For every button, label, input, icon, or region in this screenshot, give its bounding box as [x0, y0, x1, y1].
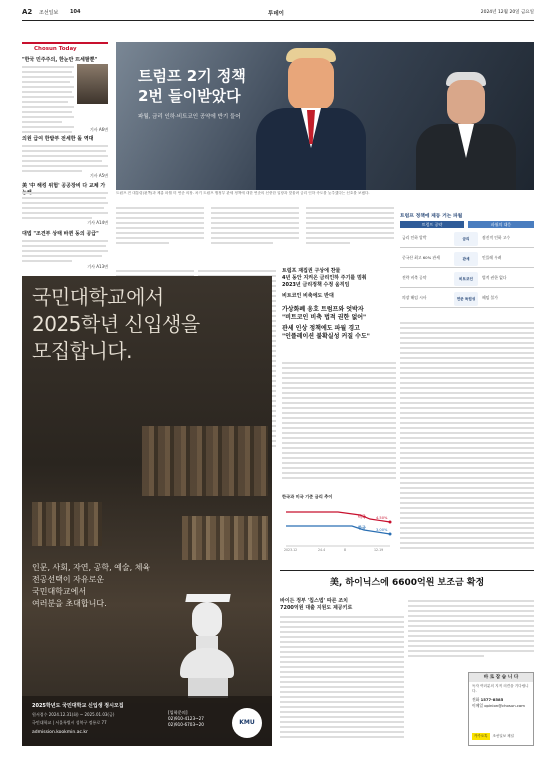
left-item-4-body	[22, 238, 108, 265]
left-column	[22, 42, 108, 270]
policy-table	[400, 212, 534, 314]
bottom-story-column	[280, 598, 404, 746]
policy-table-col2-head: 파월의 대응	[468, 221, 534, 228]
series-kr-label: 한국	[358, 525, 366, 530]
ad-bookshelf-upper	[142, 426, 268, 496]
kakaotalk-channel[interactable]: 조선일보 채널	[492, 733, 514, 738]
ad-footer-title: 2025학년도 국민대학교 신입생 정시모집	[32, 703, 124, 709]
policy-table-col1-head: 트럼프 공약	[400, 221, 464, 228]
policy-row-trump: 의장 해임 시사	[402, 295, 427, 300]
masthead-rule	[22, 20, 534, 21]
lead-body-head1: 가상화폐 옹호 트럼프와 엇박자	[282, 306, 364, 313]
corrections-body: 독자 여러분의 지적 의견을 기다립니다.	[472, 684, 529, 693]
ad-bust-statue	[172, 594, 242, 712]
chosun-today-title: Chosun Today	[34, 46, 77, 52]
lead-body-head3: 관세 인상 정책에도 파월 경고	[282, 325, 360, 332]
series-kr-end-point	[389, 533, 392, 536]
policy-row-powell: 점진적 인하 고수	[482, 235, 511, 240]
corrections-phone-label: 전화	[472, 697, 480, 702]
trump-figure	[256, 48, 366, 190]
lead-body-head4: "인플레이션 불확실성 커질 수도"	[282, 333, 370, 340]
bottom-story-column-right	[408, 598, 534, 666]
policy-row	[400, 250, 534, 268]
masthead	[22, 8, 534, 20]
edition-number: 104	[70, 9, 81, 15]
bottom-story-rule	[280, 570, 534, 571]
ad-logo: KMU	[232, 708, 262, 738]
ad-tagline3: 국민대학교에서	[32, 587, 87, 596]
left-item-2-title[interactable]: 의원 급여 한밭부 전세한 돌 역대	[22, 136, 94, 142]
series-kr-line	[286, 526, 390, 534]
x-tick-1: 24.4	[318, 548, 326, 552]
x-tick-2: 8	[344, 548, 347, 552]
lead-body-head2: "비트코인 비축 법적 권한 없어"	[282, 314, 367, 321]
ad-tagline	[32, 562, 150, 610]
rate-chart	[282, 494, 396, 556]
policy-row-powell: 해임 불가	[482, 295, 498, 300]
corrections-title: 바 로 잡 습 니 다	[469, 673, 533, 682]
left-item-2-body	[22, 143, 108, 175]
policy-table-title: 트럼프 정책에 제동 거는 파월	[400, 214, 463, 219]
left-item-3-byline: 기사 A14면	[87, 220, 108, 225]
policy-row-topic: 비트코인	[454, 272, 478, 286]
hero-headline-line1: 트럼프 2기 정책	[138, 67, 246, 85]
ad-line3: 모집합니다.	[32, 339, 132, 363]
ad-line2: 2025학년 신입생을	[32, 312, 200, 336]
ad-phone2: 02)910-6703~20	[168, 722, 204, 727]
ad-phone1: 02)910-4123~27	[168, 716, 204, 721]
left-item-2-byline: 기사 A5면	[89, 173, 108, 178]
kookmin-ad[interactable]	[22, 276, 272, 746]
ad-bookshelf-right	[182, 516, 268, 560]
series-kr-end-label: 3.00%	[376, 528, 388, 532]
corrections-phone[interactable]: 1577-8585	[480, 697, 504, 702]
left-item-1-photo	[77, 64, 108, 104]
policy-row-powell: 인플레 우려	[482, 255, 502, 260]
policy-row-topic: 금리	[454, 232, 478, 246]
hero-photo	[116, 42, 534, 190]
lead-line3: 2023년 금리정책 수정 움직임	[282, 282, 350, 288]
bottom-story-sub2: 7200억원 대출 지원도 제공키로	[280, 605, 353, 611]
lead-story-top-columns	[116, 205, 396, 263]
ad-tagline2: 전공선택이 자유로운	[32, 575, 105, 584]
left-item-4-title[interactable]: 대법 "조견부 상태 바뀐 동의 공급"	[22, 231, 99, 237]
ad-line1: 국민대학교에서	[32, 285, 164, 309]
corrections-box	[468, 672, 534, 746]
kakaotalk-badge[interactable]: 카카오톡	[474, 733, 488, 738]
policy-row-topic: 연준 독립성	[454, 292, 478, 306]
x-tick-3: 12.19	[374, 548, 384, 552]
ad-phone-label: [입학문의]	[168, 710, 188, 715]
powell-figure	[416, 72, 516, 190]
hero-headline-line2: 2번 들이받았다	[138, 87, 241, 105]
policy-row-trump: 중국산 최고 60% 관세	[402, 255, 440, 260]
rate-chart-title: 한국과 미국 기준 금리 추이	[282, 494, 333, 499]
paper-name: 조선일보	[39, 10, 59, 16]
lead-kicker: 트럼프 재집권 구상에 찬물	[282, 268, 341, 274]
lead-secondary-head: 비트코인 비축에도 반대	[282, 293, 334, 299]
ad-footer-url[interactable]: admission.kookmin.ac.kr	[32, 730, 88, 735]
lead-story-headlines	[282, 268, 396, 356]
left-item-3-body	[22, 190, 108, 222]
section-name: 투데이	[268, 11, 284, 17]
series-us-label: 미국	[358, 514, 366, 519]
policy-row-trump: 전략 비축 공약	[402, 275, 427, 280]
ad-footer-info1: 원서접수 2024.12.31(화) ~ 2025.01.03(금)	[32, 712, 115, 717]
ad-bookshelf-left	[32, 502, 102, 546]
left-item-1-byline: 기사 A6면	[89, 127, 108, 132]
hero-headline	[138, 66, 246, 106]
policy-row-trump: 금리 인하 압박	[402, 235, 427, 240]
series-us-end-label: 4.50%	[376, 516, 388, 520]
corrections-email[interactable]: opinion@chosun.com	[484, 703, 525, 708]
bottom-story-sub1: 바이든 정부 '칩스법' 따른 조치	[280, 598, 348, 604]
policy-row	[400, 290, 534, 308]
lead-line2: 4년 동안 지켜온 금리인하 주기를 멈춰	[282, 275, 367, 281]
corrections-email-label: 이메일	[472, 703, 484, 708]
ad-tagline4: 여러분을 초대합니다.	[32, 599, 107, 608]
policy-row-topic: 관세	[454, 252, 478, 266]
bottom-story-headline[interactable]: 美, 하이닉스에 6600억원 보조금 확정	[329, 578, 485, 588]
left-item-1-title[interactable]: "한국 민주주의, 한눈만 뜨세팔뿐"	[22, 57, 98, 63]
ad-tagline1: 인문, 사회, 자연, 공학, 예술, 체육	[32, 563, 151, 572]
hero-caption: 트럼프 전 대통령(왼쪽)과 제롬 파월 미 연준 의장. 차기 트럼프 행정부 관세 정책에 대한 연준의 신중한 입장과 맞물려 금리 인하 속도를 늦추겠다는 신호를 보냈다.	[116, 191, 370, 195]
issue-date: 2024년 12월 20일 금요일	[480, 10, 534, 15]
chosun-today-box-header	[22, 42, 108, 52]
policy-row-powell: 법적 권한 없다	[482, 275, 507, 280]
lead-story-body-right	[400, 320, 534, 560]
series-us-line	[286, 512, 390, 522]
ad-phone-block	[168, 710, 204, 728]
series-us-end-point	[389, 521, 392, 524]
hero-subhead: 파월, 금리 인하·비트코인 공약에 반기 들어	[138, 114, 241, 120]
ad-headline	[32, 284, 200, 365]
ad-footer-info2: 국민대학교 | 서울특별시 성북구 정릉로 77	[32, 720, 107, 725]
policy-row	[400, 230, 534, 248]
ad-footer	[22, 696, 272, 746]
left-item-4-byline: 기사 A13면	[87, 264, 108, 269]
left-item-3-title[interactable]: 美 '中 해킹 위험' 공공장비 다 교체 가	[22, 183, 106, 189]
policy-row	[400, 270, 534, 288]
lead-story-body-mid	[282, 360, 396, 490]
page-number: A2	[22, 8, 33, 16]
x-tick-0: 2023.12	[284, 548, 298, 552]
